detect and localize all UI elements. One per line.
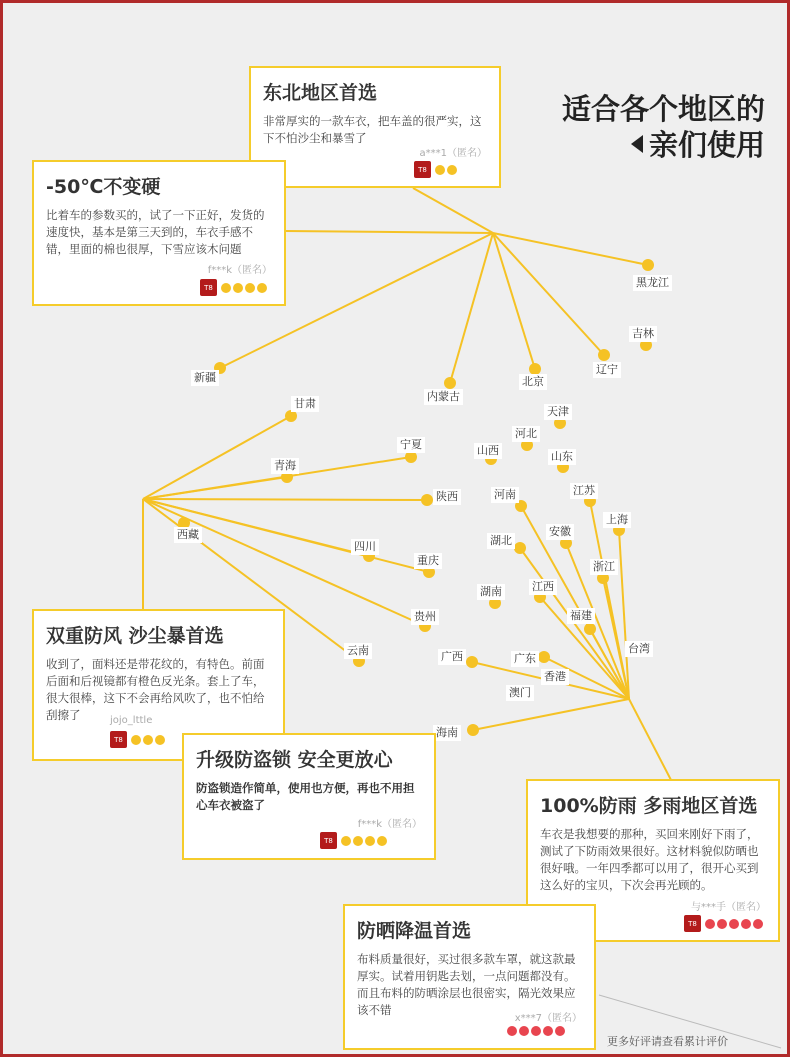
city-label-guizhou: 贵州 xyxy=(411,609,439,625)
buyer-rank xyxy=(200,279,267,296)
city-label-tianjin: 天津 xyxy=(544,404,572,420)
review-text: 非常厚实的一款车衣，把车盖的很严实，这下不怕沙尘和暴雪了 xyxy=(263,114,482,145)
heart-icon xyxy=(341,836,351,846)
heart-icon xyxy=(729,919,739,929)
rank-badge-icon: T8 xyxy=(110,731,127,748)
review-card-sun xyxy=(343,904,596,1050)
city-dot xyxy=(514,542,526,554)
heart-icon xyxy=(717,919,727,929)
city-label-jiangxi: 江西 xyxy=(529,579,557,595)
review-title: 东北地区首选 xyxy=(263,82,378,104)
city-label-fujian: 福建 xyxy=(567,608,595,624)
review-user: x***7（匿名） xyxy=(514,1013,582,1024)
city-label-xinjiang: 新疆 xyxy=(191,370,219,386)
review-title: 双重防风 沙尘暴首选 xyxy=(46,625,224,647)
headline xyxy=(562,91,765,163)
rank-badge-icon: T8 xyxy=(320,832,337,849)
city-label-zhejiang: 浙江 xyxy=(590,559,618,575)
review-text: 防盗锁造作简单，使用也方便，再也不用担心车衣被盗了 xyxy=(196,781,415,812)
heart-icon xyxy=(753,919,763,929)
city-label-xizang: 西藏 xyxy=(174,527,202,543)
city-label-shandong: 山东 xyxy=(548,449,576,465)
city-dot xyxy=(467,724,479,736)
triangle-left-icon xyxy=(631,135,643,153)
review-text: 布料质量很好，买过很多款车罩，就这款最厚实。试着用钥匙去划，一点问题都没有。而且布料的防晒涂层也很密实，隔光效果应该不错 xyxy=(357,952,576,1017)
city-label-macau: 澳门 xyxy=(506,685,534,701)
review-user: f***k（匿名） xyxy=(357,819,422,830)
city-label-guangxi: 广西 xyxy=(438,649,466,665)
city-label-hainan: 海南 xyxy=(433,725,461,741)
heart-icon xyxy=(447,165,457,175)
city-label-chongqing: 重庆 xyxy=(414,553,442,569)
review-text: 车衣是我想要的那种，买回来刚好下雨了，测试了下防雨效果很好。这材料貌似防晒也很好哦。一年四季都可以用了，很开心买到这么好的宝贝，下次会再光顾的。 xyxy=(540,827,759,892)
headline-line-2: 亲们使用 xyxy=(562,127,765,163)
heart-icon xyxy=(245,283,255,293)
city-dot xyxy=(642,259,654,271)
city-label-hebei: 河北 xyxy=(512,426,540,442)
review-card-antitheft xyxy=(182,733,436,860)
review-user: jojo_lttle xyxy=(110,715,153,726)
city-dot xyxy=(466,656,478,668)
review-user: f***k（匿名） xyxy=(207,265,272,276)
heart-icon xyxy=(155,735,165,745)
heart-icon xyxy=(353,836,363,846)
more-reviews-note: 更多好评请查看累计评价 xyxy=(607,1035,728,1048)
city-label-anhui: 安徽 xyxy=(546,524,574,540)
city-label-heilongjiang: 黑龙江 xyxy=(633,275,672,291)
heart-icon xyxy=(507,1026,517,1036)
city-label-taiwan: 台湾 xyxy=(625,641,653,657)
heart-icon xyxy=(543,1026,553,1036)
city-dot xyxy=(444,377,456,389)
review-card-cold xyxy=(32,160,286,306)
city-label-liaoning: 辽宁 xyxy=(593,362,621,378)
rank-badge-icon: T8 xyxy=(200,279,217,296)
city-label-hubei: 湖北 xyxy=(487,533,515,549)
heart-icon xyxy=(257,283,267,293)
city-label-shaanxi: 陕西 xyxy=(433,489,461,505)
headline-line-1: 适合各个地区的 xyxy=(561,92,765,126)
buyer-rank xyxy=(507,1026,565,1036)
review-title: 防晒降温首选 xyxy=(357,920,472,942)
buyer-rank xyxy=(320,832,387,849)
city-label-shanghai: 上海 xyxy=(603,512,631,528)
heart-icon xyxy=(531,1026,541,1036)
city-dot xyxy=(538,651,550,663)
city-label-ningxia: 宁夏 xyxy=(397,437,425,453)
city-dot xyxy=(421,494,433,506)
heart-icon xyxy=(233,283,243,293)
review-title: 100%防雨 多雨地区首选 xyxy=(540,795,758,817)
city-label-jiangsu: 江苏 xyxy=(570,483,598,499)
review-title: -50℃不变硬 xyxy=(46,176,161,198)
review-text: 比着车的参数买的，试了一下正好，发货的速度快，基本是第三天到的，车衣手感不错，里面的棉也很厚，下雪应该木问题 xyxy=(46,208,265,256)
heart-icon xyxy=(705,919,715,929)
city-label-henan: 河南 xyxy=(491,487,519,503)
buyer-rank xyxy=(684,915,763,932)
city-label-jilin: 吉林 xyxy=(629,326,657,342)
heart-icon xyxy=(555,1026,565,1036)
city-label-hongkong: 香港 xyxy=(541,669,569,685)
heart-icon xyxy=(519,1026,529,1036)
rank-badge-icon: T8 xyxy=(684,915,701,932)
buyer-rank xyxy=(414,161,457,178)
review-card-northeast xyxy=(249,66,501,188)
review-title: 升级防盗锁 安全更放心 xyxy=(196,749,393,771)
heart-icon xyxy=(143,735,153,745)
city-label-neimenggu: 内蒙古 xyxy=(424,389,463,405)
heart-icon xyxy=(221,283,231,293)
heart-icon xyxy=(365,836,375,846)
heart-icon xyxy=(131,735,141,745)
city-label-yunnan: 云南 xyxy=(344,643,372,659)
city-label-gansu: 甘肃 xyxy=(291,396,319,412)
city-label-beijing: 北京 xyxy=(519,374,547,390)
city-dot xyxy=(584,623,596,635)
review-text: 收到了，面料还是带花纹的，有特色。前面后面和后视镜都有橙色反光条。套上了车，很大很棒，这下不会再给风吹了，也不怕给刮擦了 xyxy=(46,657,265,722)
city-label-qinghai: 青海 xyxy=(271,458,299,474)
review-user: 与***手（匿名） xyxy=(691,902,766,913)
rank-badge-icon: T8 xyxy=(414,161,431,178)
review-user: a***1（匿名） xyxy=(419,148,487,159)
heart-icon xyxy=(435,165,445,175)
city-dot xyxy=(598,349,610,361)
heart-icon xyxy=(377,836,387,846)
city-label-hunan: 湖南 xyxy=(477,584,505,600)
heart-icon xyxy=(741,919,751,929)
city-label-shanxi: 山西 xyxy=(474,443,502,459)
city-label-sichuan: 四川 xyxy=(351,539,379,555)
city-label-guangdong: 广东 xyxy=(511,651,539,667)
buyer-rank xyxy=(110,731,165,748)
